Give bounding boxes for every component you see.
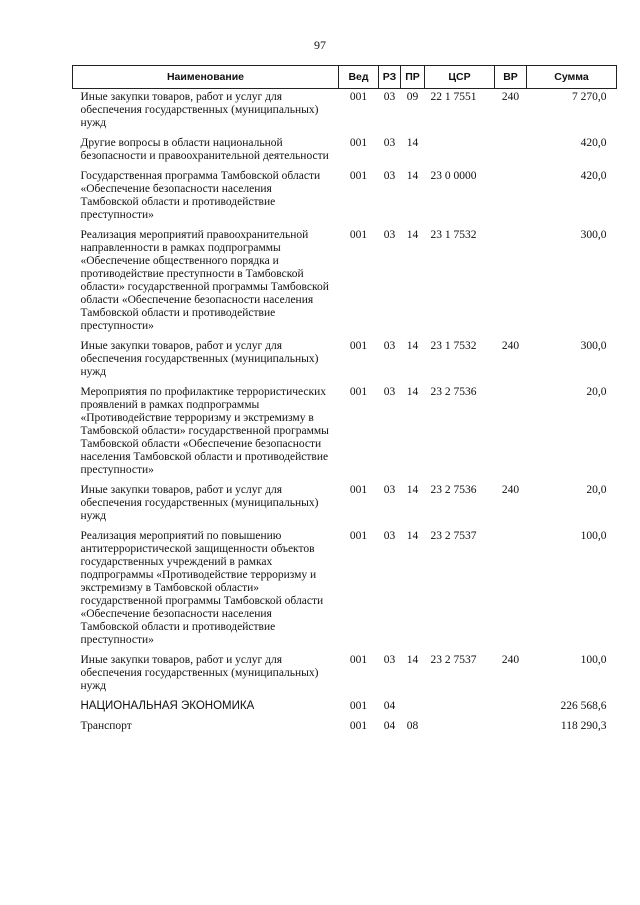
row-sum: 100,0 xyxy=(580,530,607,542)
row-ved: 001 xyxy=(349,170,368,182)
row-ved: 001 xyxy=(349,91,368,103)
row-vr xyxy=(495,135,527,168)
row-vr xyxy=(495,698,527,718)
row-vr xyxy=(495,227,527,338)
row-rz: 03 xyxy=(383,484,396,496)
row-csr: 23 2 7536 xyxy=(430,484,477,496)
table-row xyxy=(73,227,617,338)
row-sum: 420,0 xyxy=(580,137,607,149)
row-pr: 08 xyxy=(406,720,419,732)
table-row xyxy=(73,168,617,227)
row-pr xyxy=(401,698,425,718)
header-csr: ЦСР xyxy=(425,66,495,89)
row-vr: 240 xyxy=(501,654,520,666)
row-name: НАЦИОНАЛЬНАЯ ЭКОНОМИКА xyxy=(80,700,255,712)
row-csr: 23 2 7536 xyxy=(430,386,477,398)
row-name: Иные закупки товаров, работ и услуг для обеспечения государственных (муниципальных) нужд xyxy=(80,654,319,692)
row-pr: 14 xyxy=(406,654,419,666)
row-ved: 001 xyxy=(349,530,368,542)
row-pr: 14 xyxy=(406,530,419,542)
row-sum: 20,0 xyxy=(586,484,607,496)
row-name: Реализация мероприятий правоохранительной направленности в рамках подпрограммы «Обеспечение общественного порядка и противодействие преступности в Тамбовской области» государственной программы Тамбовской области «Обеспечение безопасности населения Тамбовской области и противодействие преступности» xyxy=(80,229,329,332)
row-csr: 22 1 7551 xyxy=(430,91,477,103)
row-vr xyxy=(495,168,527,227)
row-rz: 03 xyxy=(383,340,396,352)
row-rz: 03 xyxy=(383,654,396,666)
table-row xyxy=(73,89,617,136)
table-row xyxy=(73,135,617,168)
header-ved: Вед xyxy=(339,66,379,89)
row-ved: 001 xyxy=(349,137,368,149)
table-row xyxy=(73,652,617,698)
row-pr: 14 xyxy=(406,386,419,398)
row-name: Иные закупки товаров, работ и услуг для обеспечения государственных (муниципальных) нужд xyxy=(80,484,319,522)
row-sum: 7 270,0 xyxy=(572,91,607,103)
row-rz: 03 xyxy=(383,386,396,398)
row-ved: 001 xyxy=(349,386,368,398)
table-row xyxy=(73,718,617,738)
row-vr: 240 xyxy=(501,91,520,103)
row-pr: 14 xyxy=(406,484,419,496)
row-pr: 14 xyxy=(406,229,419,241)
row-name: Государственная программа Тамбовской области «Обеспечение безопасности населения Тамбовской области и противодействие преступности» xyxy=(80,170,321,221)
row-csr xyxy=(425,135,495,168)
row-pr: 09 xyxy=(406,91,419,103)
header-rz: РЗ xyxy=(379,66,401,89)
row-ved: 001 xyxy=(349,700,368,712)
row-name: Иные закупки товаров, работ и услуг для обеспечения государственных (муниципальных) нужд xyxy=(80,91,319,129)
row-rz: 03 xyxy=(383,91,396,103)
row-ved: 001 xyxy=(349,484,368,496)
row-name: Транспорт xyxy=(80,720,132,732)
row-rz: 03 xyxy=(383,137,396,149)
table-header-row xyxy=(73,66,617,89)
row-sum: 20,0 xyxy=(586,386,607,398)
row-pr: 14 xyxy=(406,137,419,149)
table-row xyxy=(73,482,617,528)
row-csr: 23 1 7532 xyxy=(430,229,477,241)
row-csr xyxy=(425,698,495,718)
row-rz: 03 xyxy=(383,170,396,182)
row-sum: 300,0 xyxy=(580,340,607,352)
row-name: Реализация мероприятий по повышению антитеррористической защищенности объектов государственных учреждений в рамках подпрограммы «Противодействие терроризму и экстремизму в Тамбовской области» государственной программы Тамбовской области «Обеспечение безопасности населения Тамбовской области и противодействие преступности» xyxy=(80,530,324,646)
row-rz: 03 xyxy=(383,530,396,542)
header-sum: Сумма xyxy=(527,66,617,89)
table-row xyxy=(73,384,617,482)
row-ved: 001 xyxy=(349,720,368,732)
row-vr xyxy=(495,384,527,482)
row-csr: 23 2 7537 xyxy=(430,530,477,542)
row-vr xyxy=(495,718,527,738)
row-csr: 23 1 7532 xyxy=(430,340,477,352)
row-sum: 226 568,6 xyxy=(560,700,607,712)
row-ved: 001 xyxy=(349,229,368,241)
row-rz: 04 xyxy=(383,700,396,712)
row-name: Другие вопросы в области национальной безопасности и правоохранительной деятельности xyxy=(80,137,329,162)
row-rz: 03 xyxy=(383,229,396,241)
header-vr: ВР xyxy=(495,66,527,89)
row-name: Иные закупки товаров, работ и услуг для обеспечения государственных (муниципальных) нужд xyxy=(80,340,319,378)
budget-table xyxy=(72,65,617,738)
row-rz: 04 xyxy=(383,720,396,732)
row-pr: 14 xyxy=(406,170,419,182)
row-sum: 118 290,3 xyxy=(560,720,607,732)
row-pr: 14 xyxy=(406,340,419,352)
header-pr: ПР xyxy=(401,66,425,89)
row-vr xyxy=(495,528,527,652)
table-row xyxy=(73,528,617,652)
row-sum: 100,0 xyxy=(580,654,607,666)
row-ved: 001 xyxy=(349,654,368,666)
table-row xyxy=(73,338,617,384)
page-number: 97 xyxy=(314,38,326,52)
row-vr: 240 xyxy=(501,340,520,352)
table-row-section xyxy=(73,698,617,718)
row-csr: 23 0 0000 xyxy=(430,170,477,182)
row-vr: 240 xyxy=(501,484,520,496)
row-sum: 300,0 xyxy=(580,229,607,241)
row-csr xyxy=(425,718,495,738)
row-csr: 23 2 7537 xyxy=(430,654,477,666)
row-ved: 001 xyxy=(349,340,368,352)
header-name: Наименование xyxy=(73,66,339,89)
row-name: Мероприятия по профилактике террористических проявлений в рамках подпрограммы «Противодействие терроризму и экстремизму в Тамбовской области» государственной программы Тамбовской области «Обеспечение безопасности населения Тамбовской области и противодействие преступности» xyxy=(80,386,329,476)
row-sum: 420,0 xyxy=(580,170,607,182)
